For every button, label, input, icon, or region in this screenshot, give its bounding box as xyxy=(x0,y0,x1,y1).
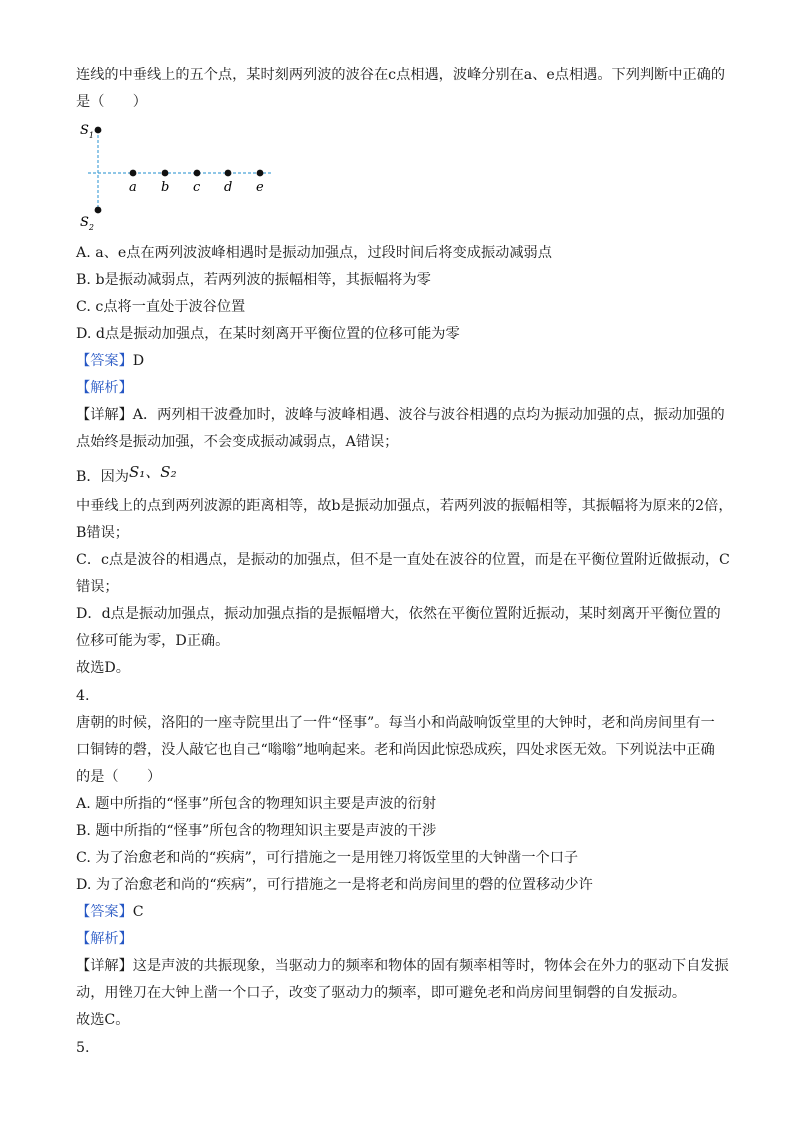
q3-detail-line6: C．c点是波谷的相遇点，是振动的加强点，但不是一直处在波谷的位置，而是在平衡位置附近做振动，C xyxy=(76,552,730,568)
source-s1-dot xyxy=(95,127,102,134)
q3-detail-line8: D．d点是振动加强点，振动加强点指的是振幅增大，依然在平衡位置附近振动，某时刻离开平衡位置的 xyxy=(76,606,721,622)
wave-interference-diagram xyxy=(76,118,286,238)
q4-option-a: A. 题中所指的“怪事”所包含的物理知识主要是声波的衍射 xyxy=(76,796,437,812)
source-s1-label: $S_1$ xyxy=(80,123,94,140)
q3-because-text: B．因为 xyxy=(76,469,129,485)
q4-stem-line3: 的是（ ） xyxy=(76,769,162,785)
q4-stem-line2: 口铜铸的磬，没人敲它也自己“嗡嗡”地响起来。老和尚因此惊恐成疾，四处求医无效。下列说法中正确 xyxy=(76,742,715,758)
source-s2-dot xyxy=(95,207,102,214)
q4-option-b: B. 题中所指的“怪事”所包含的物理知识主要是声波的干涉 xyxy=(76,823,437,839)
q5-number: 5. xyxy=(76,1040,90,1056)
q3-detail-line1: 【详解】A．两列相干波叠加时，波峰与波峰相遇、波谷与波谷相遇的点均为振动加强的点，振动加强的 xyxy=(76,407,725,423)
point-a-dot xyxy=(130,170,137,177)
q3-because-formula: S₁、S₂ xyxy=(129,463,177,481)
q3-option-d: D. d点是振动加强点，在某时刻离开平衡位置的位移可能为零 xyxy=(76,326,460,342)
q4-answer-label: 【答案】 xyxy=(76,904,133,920)
point-c-label: c xyxy=(193,180,201,195)
q3-answer-label: 【答案】 xyxy=(76,353,133,369)
q3-detail-line9: 位移可能为零，D正确。 xyxy=(76,633,230,649)
q4-detail-line2: 动，用锉刀在大钟上凿一个口子，改变了驱动力的频率，即可避免老和尚房间里铜磬的自发振动。 xyxy=(76,985,687,1001)
q4-analysis-label: 【解析】 xyxy=(76,931,133,947)
q3-conclusion: 故选D。 xyxy=(76,660,130,676)
point-e-label: e xyxy=(256,180,264,195)
q3-detail-line2: 点始终是振动加强，不会变成振动减弱点，A错误； xyxy=(76,434,399,450)
q3-detail-line5: B错误； xyxy=(76,525,129,541)
q4-option-c: C. 为了治愈老和尚的“疾病”，可行措施之一是用锉刀将饭堂里的大钟凿一个口子 xyxy=(76,850,579,866)
point-b-label: b xyxy=(161,180,170,195)
point-b-dot xyxy=(162,170,169,177)
q4-conclusion: 故选C。 xyxy=(76,1012,130,1028)
q4-number: 4. xyxy=(76,688,90,704)
q4-answer xyxy=(76,902,144,922)
q3-analysis-label: 【解析】 xyxy=(76,380,133,396)
point-a-label: a xyxy=(129,180,137,195)
q3-answer-value: D xyxy=(132,353,145,369)
q4-option-d: D. 为了治愈老和尚的“疾病”，可行措施之一是将老和尚房间里的磬的位置移动少许 xyxy=(76,877,593,893)
q4-detail-line1: 【详解】这是声波的共振现象，当驱动力的频率和物体的固有频率相等时，物体会在外力的驱动下自发振 xyxy=(76,958,729,974)
point-e-dot xyxy=(257,170,264,177)
q3-option-a: A. a、e点在两列波波峰相遇时是振动加强点，过段时间后将变成振动减弱点 xyxy=(76,245,552,261)
q3-option-b: B. b是振动减弱点，若两列波的振幅相等，其振幅将为零 xyxy=(76,272,431,288)
source-s2-label: $S_2$ xyxy=(80,215,94,232)
q4-answer-value: C xyxy=(132,904,144,920)
q3-answer xyxy=(76,351,144,371)
q3-detail-line7: 错误； xyxy=(76,579,119,595)
q3-stem-line2: 是（ ） xyxy=(76,94,147,110)
q3-detail-line3 xyxy=(76,463,177,487)
q3-stem-line1: 连线的中垂线上的五个点，某时刻两列波的波谷在c点相遇，波峰分别在a、e点相遇。下列判断中正确的 xyxy=(76,67,726,83)
point-c-dot xyxy=(194,170,201,177)
point-d-label: d xyxy=(224,180,233,195)
q3-detail-line4: 中垂线上的点到两列波源的距离相等，故b是振动加强点，若两列波的振幅相等，其振幅将为原来的2倍， xyxy=(76,498,733,514)
q3-option-c: C. c点将一直处于波谷位置 xyxy=(76,299,246,315)
point-d-dot xyxy=(225,170,232,177)
q4-stem-line1: 唐朝的时候，洛阳的一座寺院里出了一件“怪事”。每当小和尚敲响饭堂里的大钟时，老和尚房间里有一 xyxy=(76,715,715,731)
